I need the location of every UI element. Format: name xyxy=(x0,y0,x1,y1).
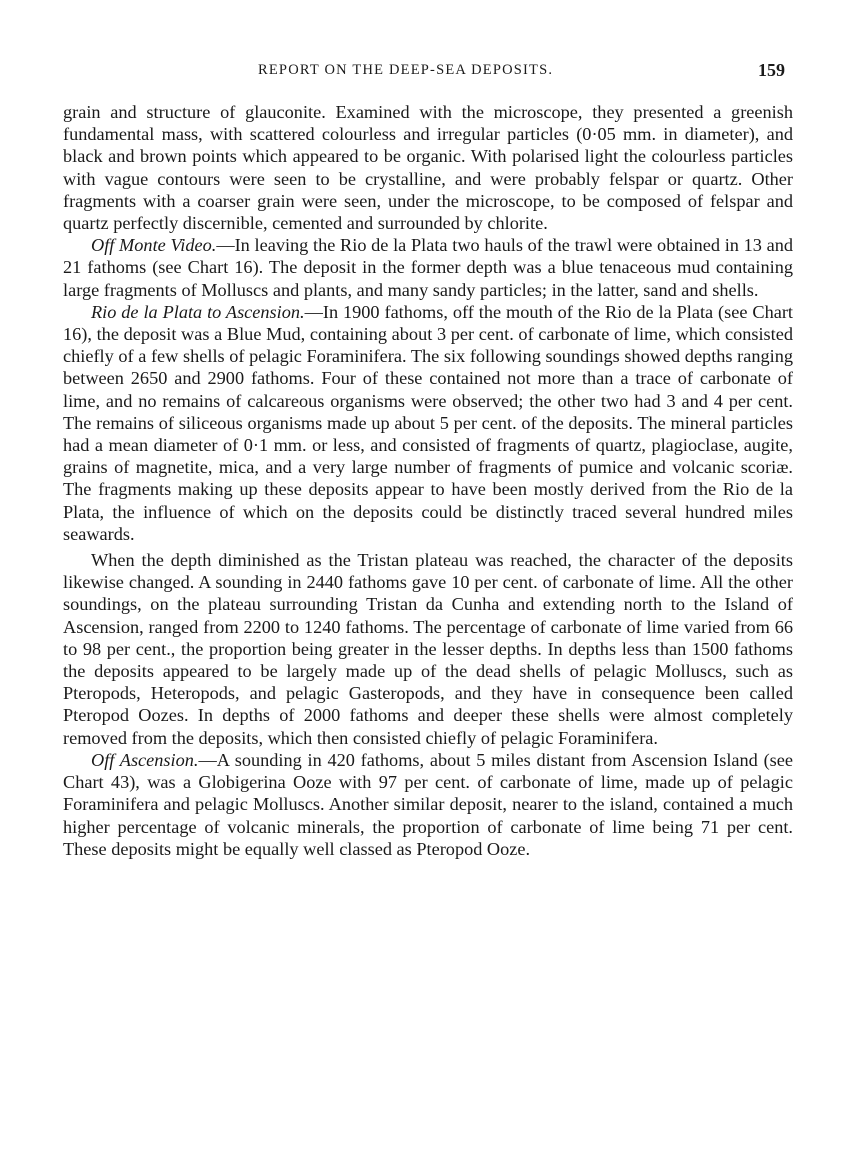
page-number: 159 xyxy=(758,60,785,80)
body-text xyxy=(63,101,793,860)
paragraph-tristan-plateau xyxy=(63,549,793,749)
paragraph-text: —In leaving the Rio de la Plata two hauls of the trawl were obtained in 13 and 21 fathoms (see Chart 16). The deposit in the former depth was a blue tenaceous mud containing large fragments of Molluscs and plants, and many sandy particles; in the latter, sand and shells. xyxy=(63,235,793,300)
section-lead-off-ascension: Off Ascension. xyxy=(91,749,199,770)
paragraph-off-ascension xyxy=(63,749,793,860)
paragraph-glauconite xyxy=(63,101,793,234)
paragraph-text: —A sounding in 420 fathoms, about 5 miles distant from Ascension Island (see Chart 43), was a Globigerina Ooze with 97 per cent. of carbonate of lime, made up of pelagic Foraminifera and pelagic Molluscs. Another similar deposit, nearer to the island, contained a much higher percentage of volcanic minerals, the proportion of carbonate of lime being 71 per cent. These deposits might be equally well classed as Pteropod Ooze. xyxy=(63,749,793,859)
paragraph-text: —In 1900 fathoms, off the mouth of the Rio de la Plata (see Chart 16), the deposit was a Blue Mud, containing about 3 per cent. of carbonate of lime, which consisted chiefly of a few shells of pelagic Foraminifera. The six following soundings showed depths ranging between 2650 and 2900 fathoms. Four of these contained not more than a trace of carbonate of lime, and no remains of calcareous organisms were observed; the other two had 3 and 4 per cent. The remains of siliceous organisms made up about 5 per cent. of the deposits. The mineral particles had a mean diameter of 0·1 mm. or less, and consisted of fragments of quartz, plagioclase, augite, grains of magnetite, mica, and a very large number of fragments of pumice and volcanic scoriæ. The fragments making up these deposits appear to have been mostly derived from the Rio de la Plata, the influence of which on the deposits could be distinctly traced several hundred miles seawards. xyxy=(63,301,793,544)
section-lead-rio-de-la-plata: Rio de la Plata to Ascension. xyxy=(91,301,305,322)
section-lead-off-monte-video: Off Monte Video. xyxy=(91,235,217,256)
running-title: REPORT ON THE DEEP-SEA DEPOSITS. xyxy=(258,62,554,78)
paragraph-off-monte-video xyxy=(63,234,793,301)
paragraph-text: When the depth diminished as the Tristan plateau was reached, the character of the deposits likewise changed. A sounding in 2440 fathoms gave 10 per cent. of carbonate of lime. All the other soundings, on the plateau surrounding Tristan da Cunha and extending north to the Island of Ascension, ranged from 2200 to 1240 fathoms. The percentage of carbonate of lime varied from 66 to 98 per cent., the proportion being greater in the lesser depths. In depths less than 1500 fathoms the deposits appeared to be largely made up of the dead shells of pelagic Molluscs, such as Pteropods, Heteropods, and pelagic Gasteropods, and they have in consequence been called Pteropod Oozes. In depths of 2000 fathoms and deeper these shells were almost completely removed from the deposits, which then consisted chiefly of pelagic Foraminifera. xyxy=(63,550,793,748)
page-header xyxy=(0,62,850,86)
paragraph-rio-de-la-plata-to-ascension xyxy=(63,301,793,545)
paragraph-text: grain and structure of glauconite. Examined with the microscope, they presented a greenish fundamental mass, with scattered colourless and irregular particles (0·05 mm. in diameter), and black and brown points which appeared to be organic. With polarised light the colourless particles with vague contours were seen to be crystalline, and were probably felspar or quartz. Other fragments with a coarser grain were seen, under the microscope, to be composed of felspar and quartz perfectly discernible, cemented and surrounded by chlorite. xyxy=(63,102,793,234)
